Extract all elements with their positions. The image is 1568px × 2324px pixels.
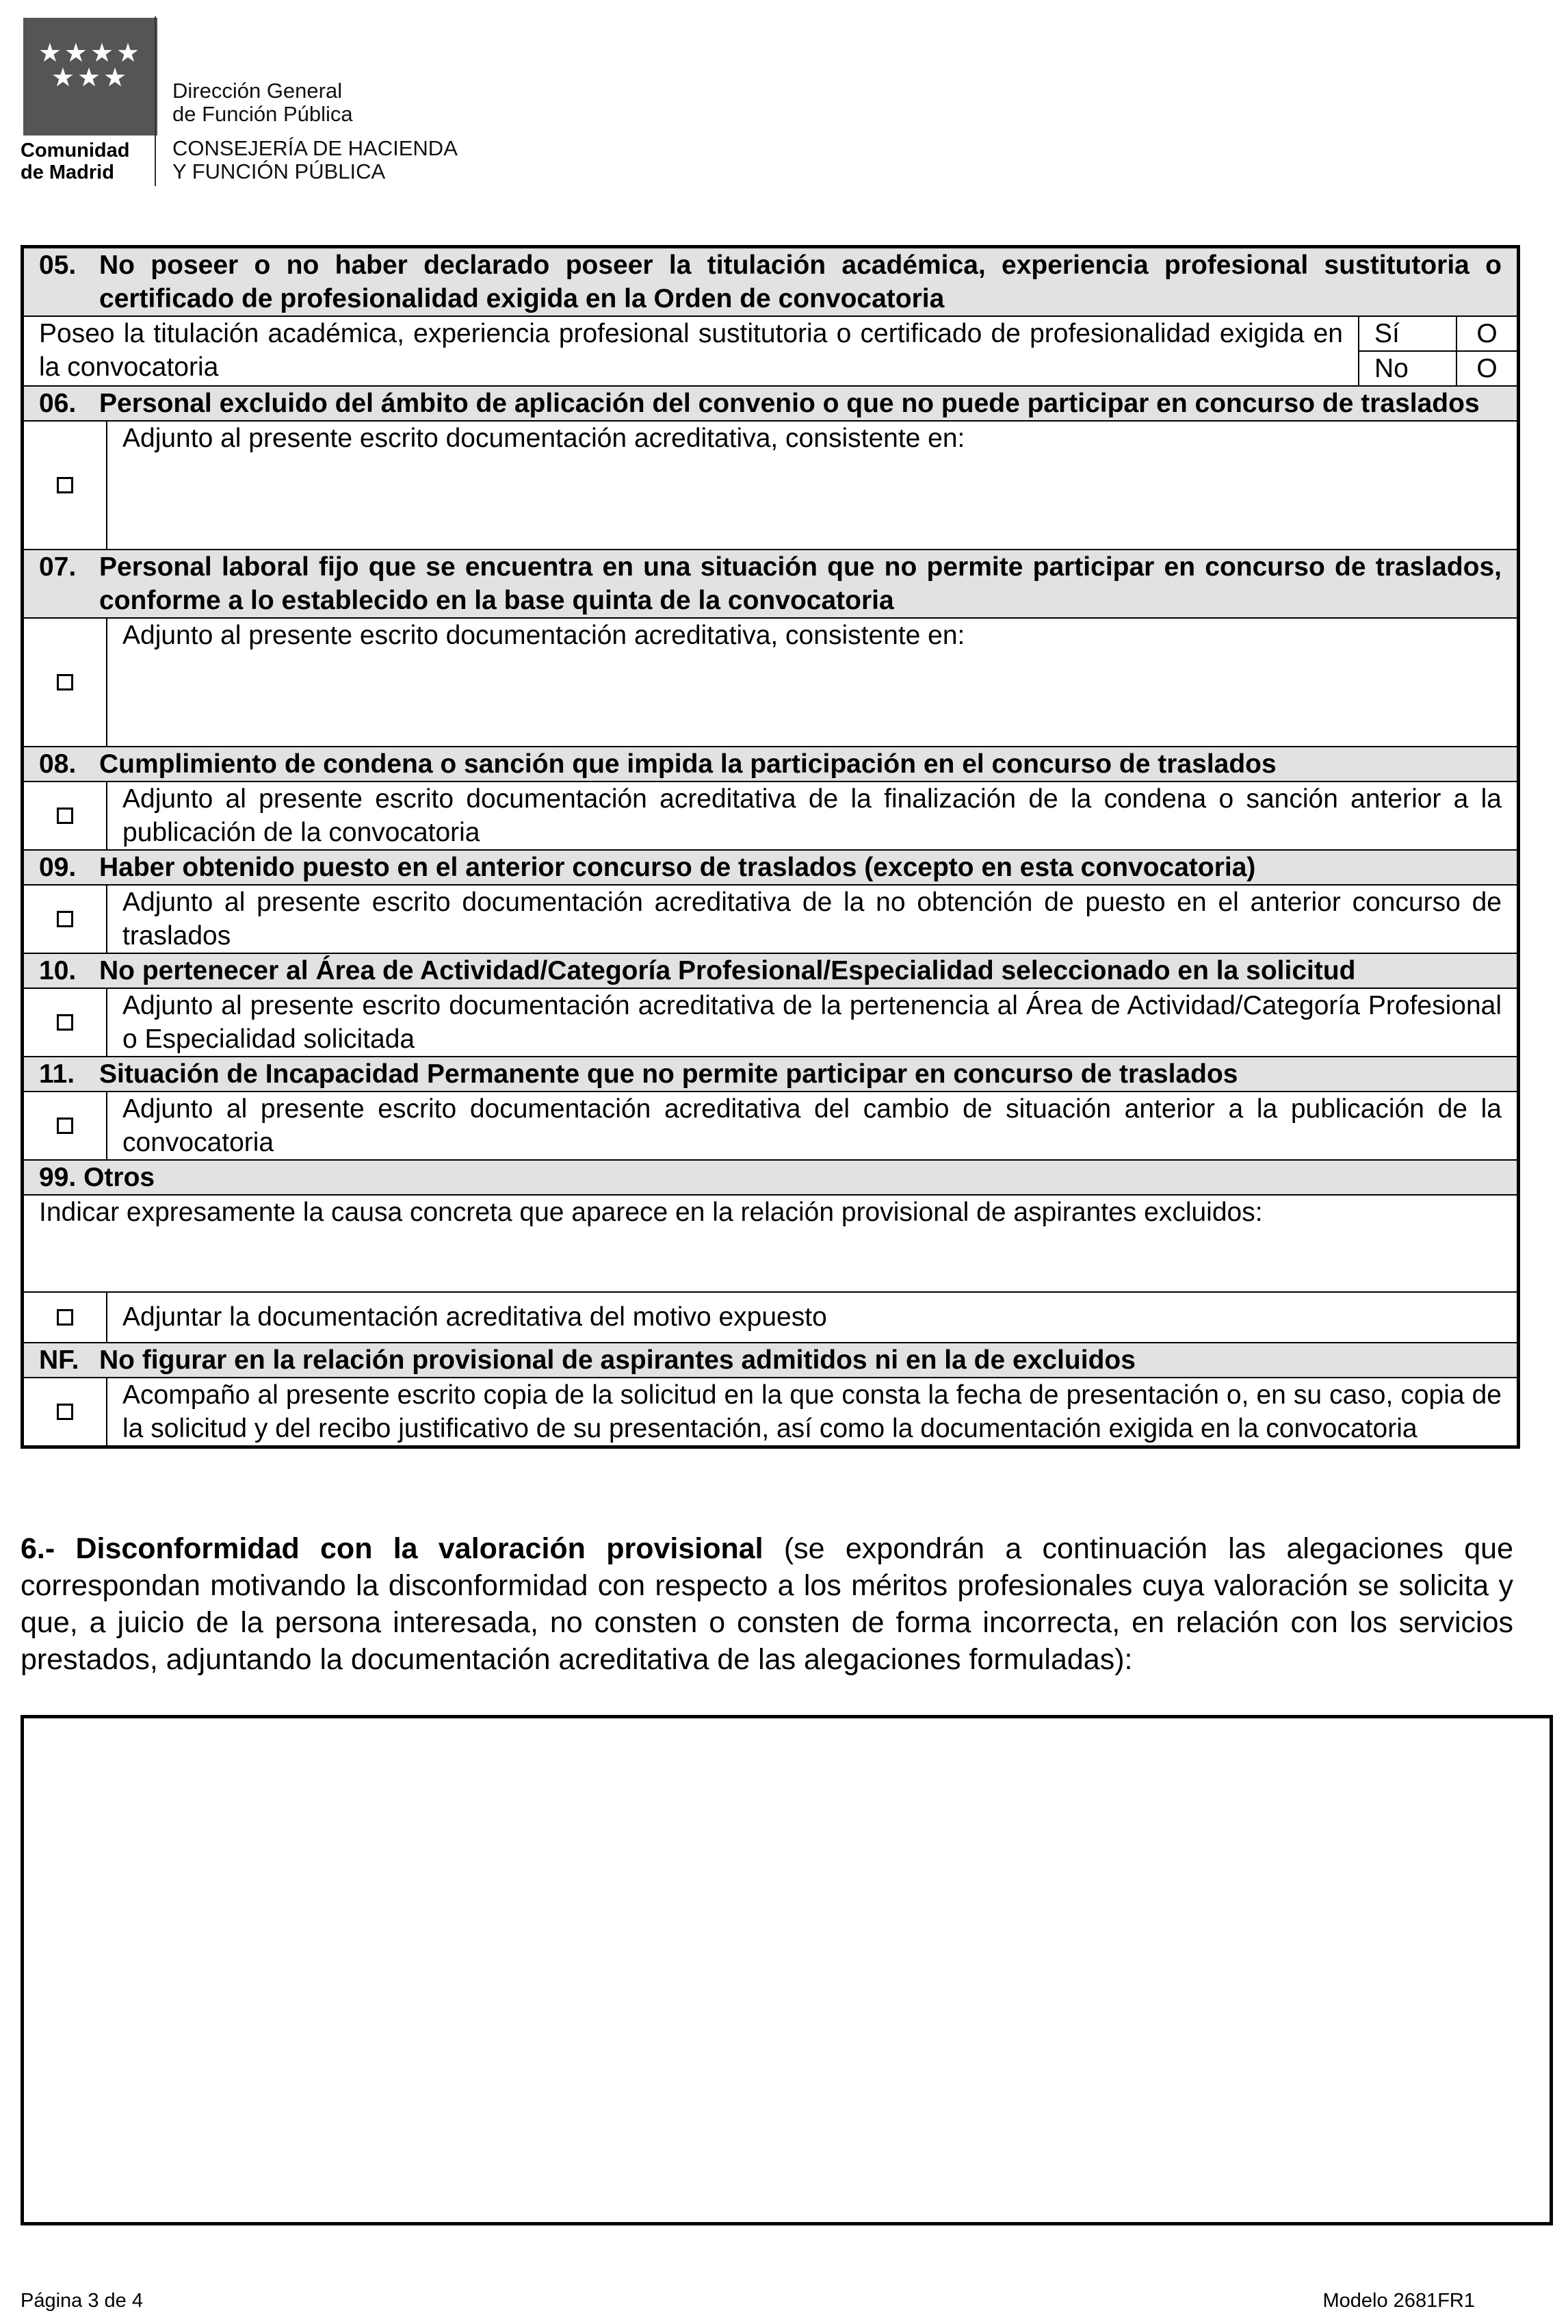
section-11-attach-text: Adjunto al presente escrito documentación acreditativa del cambio de situación anterior a la publicación de la convocatoria <box>122 1094 1502 1157</box>
option-yes[interactable] <box>1359 317 1517 350</box>
checkbox-cell <box>24 782 107 849</box>
ministry-line-2: Y FUNCIÓN PÚBLICA <box>172 159 386 183</box>
section-number: 11. <box>39 1059 75 1089</box>
section-09-header <box>24 849 1517 884</box>
direction-line-2: de Función Pública <box>172 102 353 126</box>
section-number: NF. <box>39 1345 79 1375</box>
section-title: Personal excluido del ámbito de aplicación del convenio o que no puede participar en concurso de traslados <box>99 389 1480 418</box>
section-05-statement: Poseo la titulación académica, experiencia profesional sustitutoria o certificado de profesionalidad exigida en la convocatoria <box>39 319 1343 382</box>
yes-no-options <box>1358 317 1517 385</box>
section-6-heading: 6.- Disconformidad con la valoración provisional <box>21 1532 763 1565</box>
section-title: Situación de Incapacidad Permanente que no permite participar en concurso de traslados <box>99 1059 1238 1089</box>
section-title: No figurar en la relación provisional de aspirantes admitidos ni en la de excluidos <box>99 1345 1136 1375</box>
section-07-attach-row <box>24 617 1517 746</box>
section-08-attach-row <box>24 781 1517 849</box>
section-06-header <box>24 385 1517 420</box>
logo-stars-icon: ★★★★ ★★★ <box>38 39 143 92</box>
checkbox-cell <box>24 886 107 953</box>
section-nf-header <box>24 1342 1517 1377</box>
section-09-checkbox[interactable] <box>57 911 73 927</box>
section-06-checkbox[interactable] <box>57 477 73 493</box>
community-line-1: Comunidad <box>21 140 130 162</box>
option-no[interactable] <box>1359 350 1517 385</box>
section-title: No poseer o no haber declarado poseer la titulación académica, experiencia profesional sustitutoria o certificado de profesionalidad exigida en la Orden de convocatoria <box>99 250 1502 313</box>
section-99-description-field[interactable]: Indicar expresamente la causa concreta que aparece en la relación provisional de aspirantes excluidos: <box>39 1198 1263 1227</box>
section-10-checkbox[interactable] <box>57 1014 73 1031</box>
checkbox-cell <box>24 1293 107 1342</box>
checkbox-cell <box>24 422 107 549</box>
section-05-answer <box>24 315 1517 385</box>
section-number: 10. <box>39 956 77 985</box>
section-title: Cumplimiento de condena o sanción que impida la participación en el concurso de traslados <box>99 749 1277 779</box>
allegations-text-area[interactable] <box>21 1715 1553 2225</box>
option-yes-radio[interactable]: O <box>1476 319 1498 348</box>
community-name <box>21 140 130 183</box>
direction-line-1: Dirección General <box>172 79 343 103</box>
section-number: 08. <box>39 749 77 779</box>
section-99-attach-text: Adjuntar la documentación acreditativa del motivo expuesto <box>122 1302 827 1332</box>
section-11-checkbox[interactable] <box>57 1118 73 1134</box>
section-title: Haber obtenido puesto en el anterior concurso de traslados (excepto en esta convocatoria) <box>99 853 1256 882</box>
section-99-checkbox[interactable] <box>57 1309 73 1326</box>
option-yes-label: Sí <box>1359 317 1457 350</box>
section-99-attach-row <box>24 1291 1517 1342</box>
option-no-radio[interactable]: O <box>1476 354 1498 383</box>
section-05-header <box>24 248 1517 315</box>
section-number: 07. <box>39 552 77 582</box>
section-06-attach-row <box>24 420 1517 549</box>
exclusion-causes-table <box>21 245 1520 1449</box>
checkbox-cell <box>24 1092 107 1159</box>
section-07-header <box>24 549 1517 617</box>
section-number: 99. <box>39 1163 77 1192</box>
section-99-desc-row <box>24 1194 1517 1291</box>
section-11-attach-row <box>24 1091 1517 1159</box>
section-10-header <box>24 953 1517 987</box>
header-divider <box>155 16 156 186</box>
section-06-attach-text[interactable]: Adjunto al presente escrito documentación acreditativa, consistente en: <box>122 424 965 453</box>
section-11-header <box>24 1056 1517 1091</box>
form-model-code: Modelo 2681FR1 <box>1322 2290 1475 2312</box>
direction-name <box>172 79 353 126</box>
section-title: No pertenecer al Área de Actividad/Categoría Profesional/Especialidad seleccionado en la solicitud <box>99 956 1356 985</box>
section-nf-checkbox[interactable] <box>57 1404 73 1420</box>
ministry-line-1: CONSEJERÍA DE HACIENDA <box>172 136 458 160</box>
option-no-label: No <box>1359 352 1457 385</box>
section-10-attach-row <box>24 987 1517 1056</box>
section-09-attach-row <box>24 884 1517 953</box>
section-title: Otros <box>83 1163 155 1192</box>
section-nf-attach-text: Acompaño al presente escrito copia de la solicitud en la que consta la fecha de presentación o, en su caso, copia de la solicitud y del recibo justificativo de su presentación, así como la documentación exigida en la convocatoria <box>122 1380 1502 1443</box>
ministry-name <box>172 137 458 183</box>
section-08-checkbox[interactable] <box>57 808 73 824</box>
section-07-checkbox[interactable] <box>57 674 73 690</box>
section-6-body: (se expondrán a continuación las alegaciones que correspondan motivando la disconformidad con respecto a los méritos profesionales cuya valoración se solicita y que, a juicio de la persona interesada, no consten o consten de forma incorrecta, en relación con los servicios prestados, adjuntando la documentación acreditativa de las alegaciones formuladas): <box>21 1532 1513 1676</box>
section-09-attach-text: Adjunto al presente escrito documentación acreditativa de la no obtención de puesto en el anterior concurso de traslados <box>122 888 1502 951</box>
checkbox-cell <box>24 1378 107 1445</box>
section-07-attach-text[interactable]: Adjunto al presente escrito documentación acreditativa, consistente en: <box>122 621 965 650</box>
section-08-attach-text: Adjunto al presente escrito documentación acreditativa de la finalización de la condena o sanción anterior a la publicación de la convocatoria <box>122 784 1502 847</box>
section-number: 09. <box>39 853 77 882</box>
section-08-header <box>24 746 1517 781</box>
checkbox-cell <box>24 989 107 1056</box>
checkbox-cell <box>24 619 107 746</box>
section-nf-attach-row <box>24 1377 1517 1445</box>
section-99-header <box>24 1159 1517 1194</box>
community-line-2: de Madrid <box>21 162 114 183</box>
page-number: Página 3 de 4 <box>21 2290 143 2312</box>
section-number: 05. <box>39 250 77 280</box>
section-title: Personal laboral fijo que se encuentra en una situación que no permite participar en concurso de traslados, conforme a lo establecido en la base quinta de la convocatoria <box>99 552 1502 615</box>
section-6-paragraph <box>21 1530 1513 1678</box>
section-10-attach-text: Adjunto al presente escrito documentación acreditativa de la pertenencia al Área de Actividad/Categoría Profesional o Especialidad solicitada <box>122 991 1502 1054</box>
section-number: 06. <box>39 389 77 418</box>
